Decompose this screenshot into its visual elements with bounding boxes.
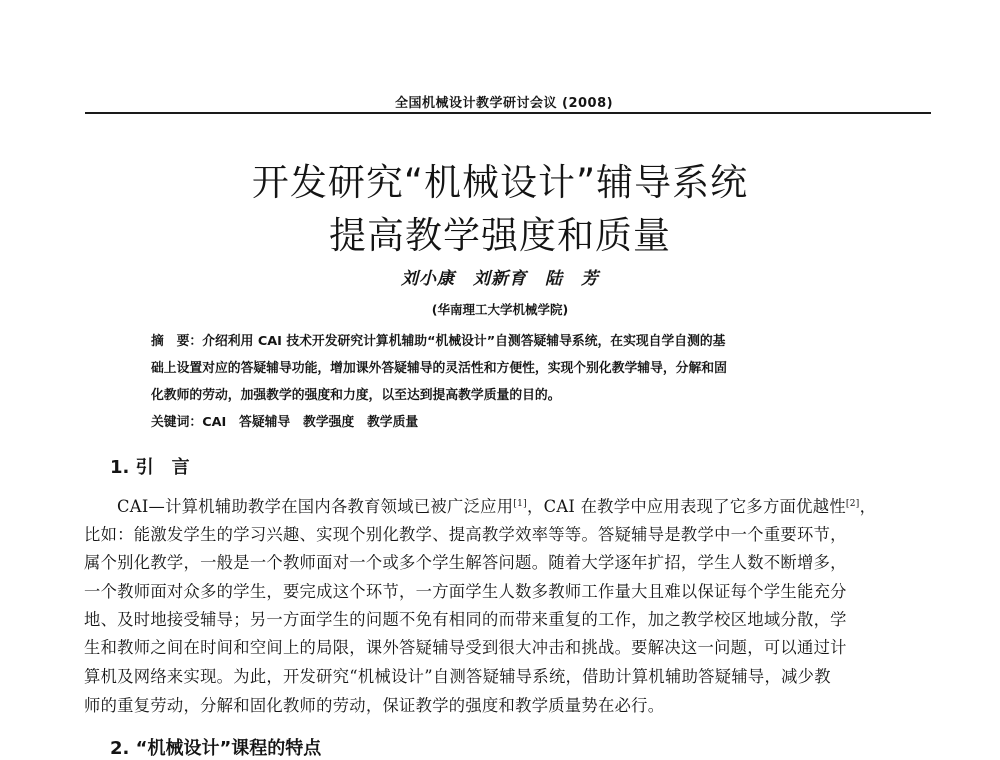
- paragraph-line-1-b: ，CAI 在教学中应用表现了它多方面优越性: [527, 497, 846, 516]
- keywords: 关键词：CAI 答疑辅导 教学强度 教学质量: [151, 415, 419, 430]
- paragraph-line-3: 属个别化教学，一般是一个教师面对一个或多个学生解答问题。随着大学逐年扩招，学生人数不断增多，: [84, 553, 847, 572]
- section-heading-course-features: 2. “机械设计”课程的特点: [110, 738, 322, 759]
- affiliation: (华南理工大学机械学院): [431, 302, 569, 317]
- section-heading-introduction: 1. 引 言: [110, 457, 190, 478]
- header-rule: [85, 112, 931, 114]
- paragraph-line-1-c: ，: [859, 497, 877, 516]
- paragraph-line-6: 生和教师之间在时间和空间上的局限，课外答疑辅导受到很大冲击和挑战。要解决这一问题，可以通过计: [84, 638, 847, 657]
- paragraph-line-8: 师的重复劳动，分解和固化教师的劳动，保证教学的强度和教学质量势在必行。: [84, 696, 665, 715]
- running-header: 全国机械设计教学研讨会议 (2008): [395, 96, 614, 111]
- paragraph-line-1: [117, 493, 876, 517]
- abstract-line-3: 化教师的劳动，加强教学的强度和力度，以至达到提高教学质量的目的。: [151, 388, 561, 403]
- paper-title-line-2: 提高教学强度和质量: [329, 214, 671, 257]
- paragraph-line-2: 比如：能激发学生的学习兴趣、实现个别化教学、提高教学效率等等。答疑辅导是教学中一个重要环节，: [84, 525, 847, 544]
- abstract-line-2: 础上设置对应的答疑辅导功能，增加课外答疑辅导的灵活性和方便性，实现个别化教学辅导，分解和固: [151, 361, 727, 376]
- paragraph-line-1-a: CAI—计算机辅助教学在国内各教育领域已被广泛应用: [117, 497, 514, 516]
- authors: 刘小康 刘新育 陆 芳: [401, 269, 599, 289]
- paper-title-line-1: 开发研究“机械设计”辅导系统: [251, 161, 749, 204]
- paragraph-line-7: 算机及网络来实现。为此，开发研究“机械设计”自测答疑辅导系统，借助计算机辅助答疑辅导，减少教: [84, 667, 831, 686]
- citation-1: [1]: [513, 499, 527, 509]
- paragraph-line-5: 地、及时地接受辅导；另一方面学生的问题不免有相同的而带来重复的工作，加之教学校区地域分散，学: [84, 610, 847, 629]
- abstract-line-1: 摘 要：介绍利用 CAI 技术开发研究计算机辅助“机械设计”自测答疑辅导系统，在实现自学自测的基: [151, 334, 726, 349]
- paragraph-line-4: 一个教师面对众多的学生，要完成这个环节，一方面学生人数多教师工作量大且难以保证每个学生能充分: [84, 582, 847, 601]
- citation-2: [2]: [845, 499, 860, 509]
